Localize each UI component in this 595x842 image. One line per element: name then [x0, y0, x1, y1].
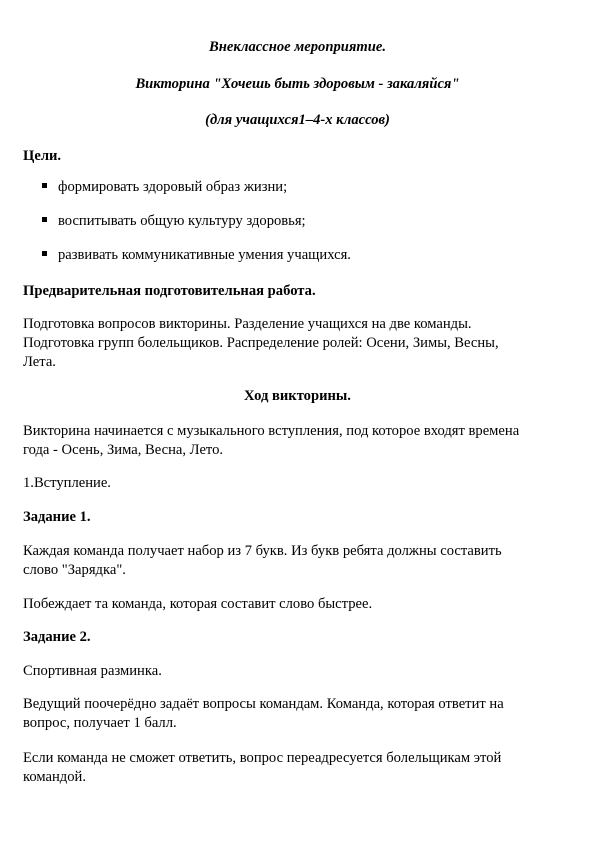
preparation-heading: Предварительная подготовительная работа.: [23, 283, 316, 299]
goal-text: воспитывать общую культуру здоровья;: [58, 213, 306, 229]
intro-paragraph: [23, 422, 573, 460]
task2-heading: Задание 2.: [23, 629, 91, 645]
bullet-icon: [42, 212, 51, 231]
text-line: Лета.: [23, 354, 56, 370]
quiz-title: Викторина "Хочешь быть здоровым - закаляйся": [135, 76, 460, 92]
text-line: Каждая команда получает набор из 7 букв. Из букв ребята должны составить: [23, 543, 502, 559]
text-line: слово "Зарядка".: [23, 562, 126, 578]
text-line: Если команда не сможет ответить, вопрос переадресуется болельщикам этой: [23, 750, 502, 766]
task1-paragraph: [23, 542, 573, 580]
text-line: Викторина начинается с музыкального вступления, под которое входят времена: [23, 423, 520, 439]
task1-heading: Задание 1.: [23, 509, 91, 525]
goal-text: формировать здоровый образ жизни;: [58, 179, 288, 195]
progress-heading: Ход викторины.: [244, 388, 351, 404]
event-type-title: Внеклассное мероприятие.: [209, 39, 386, 55]
audience-subtitle: (для учащихся1–4-х классов): [205, 112, 390, 128]
goals-heading: Цели.: [23, 148, 62, 164]
step-introduction: 1.Вступление.: [23, 475, 111, 491]
task2-fallback-paragraph: [23, 749, 573, 787]
goal-text: развивать коммуникативные умения учащихся.: [58, 247, 351, 263]
text-line: года - Осень, Зима, Весна, Лето.: [23, 442, 224, 458]
task1-result: Побеждает та команда, которая составит слово быстрее.: [23, 596, 373, 612]
bullet-icon: [42, 246, 51, 265]
text-line: Подготовка групп болельщиков. Распределение ролей: Осени, Зимы, Весны,: [23, 335, 499, 351]
text-line: командой.: [23, 769, 86, 785]
bullet-icon: [42, 178, 51, 197]
task2-rules-paragraph: [23, 695, 573, 733]
task2-subtitle: Спортивная разминка.: [23, 663, 162, 679]
text-line: вопрос, получает 1 балл.: [23, 715, 177, 731]
text-line: Подготовка вопросов викторины. Разделение учащихся на две команды.: [23, 316, 472, 332]
preparation-paragraph: [23, 315, 573, 372]
text-line: Ведущий поочерёдно задаёт вопросы командам. Команда, которая ответит на: [23, 696, 504, 712]
